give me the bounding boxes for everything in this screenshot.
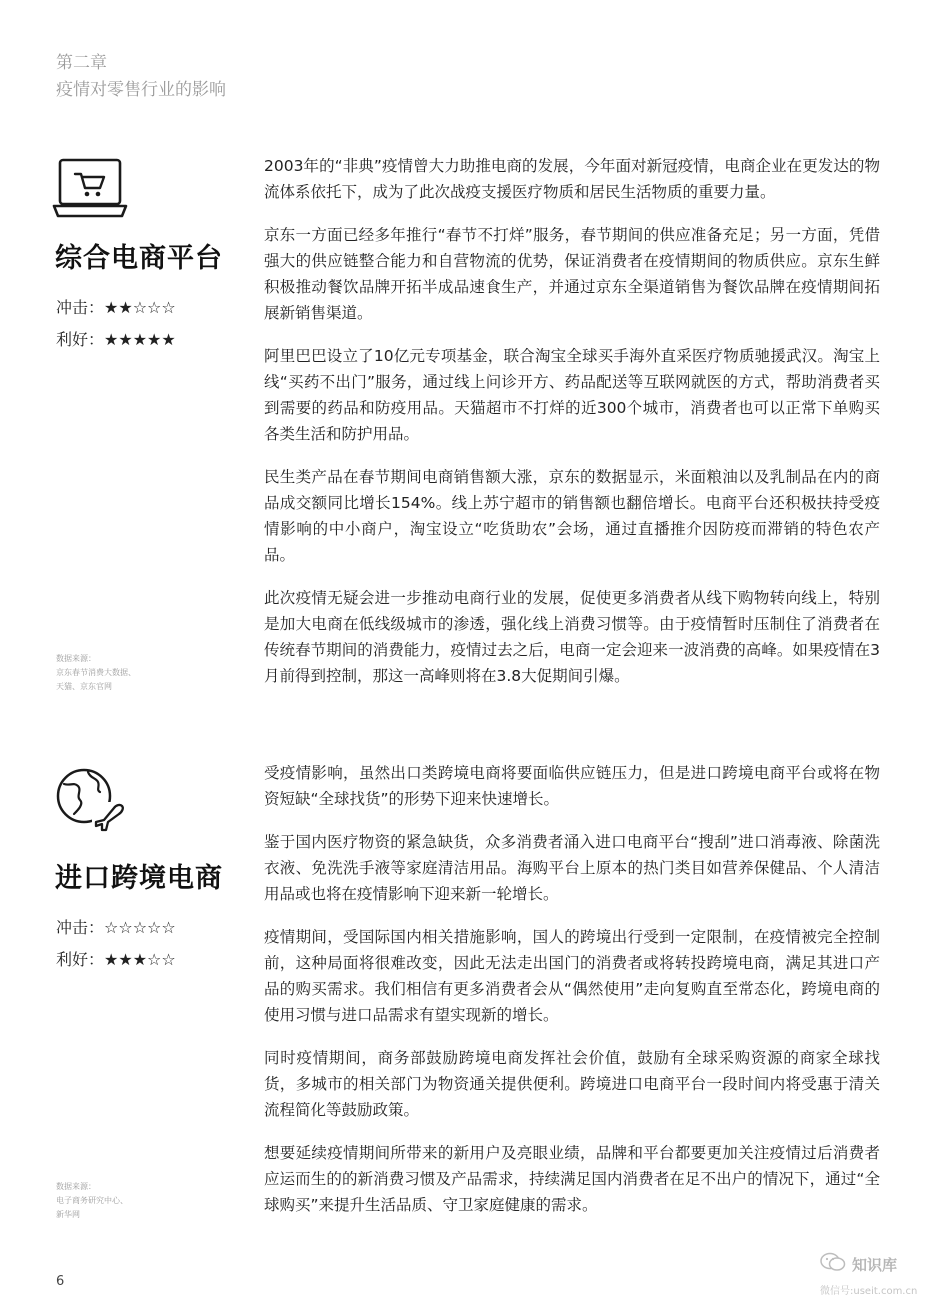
section-title: 综合电商平台: [55, 243, 223, 274]
wechat-icon: [820, 1252, 846, 1276]
globe-plane-icon: [52, 764, 128, 830]
impact-label: 冲击：: [56, 298, 105, 317]
data-source: [56, 1180, 186, 1222]
paragraph: 2003年的“非典”疫情曾大力助推电商的发展，今年面对新冠疫情，电商企业在更发达的物流体系依托下，成为了此次战疫支援医疗物质和居民生活物质的重要力量。: [264, 157, 880, 201]
section-body: [264, 760, 880, 1235]
watermark: [820, 1252, 920, 1297]
chapter-title: 疫情对零售行业的影响: [56, 80, 226, 100]
benefit-rating: [56, 327, 176, 350]
source-line: 数据来源：: [56, 654, 96, 663]
impact-label: 冲击：: [56, 918, 105, 937]
page-number: 6: [56, 1274, 65, 1289]
watermark-subtitle: 微信号:useit.com.cn: [820, 1286, 918, 1297]
benefit-stars: ★★★★★: [104, 330, 176, 349]
section-title: 进口跨境电商: [55, 863, 223, 894]
laptop-cart-icon: [52, 156, 128, 222]
paragraph: 受疫情影响，虽然出口类跨境电商将要面临供应链压力，但是进口跨境电商平台或将在物资短缺“全球找货”的形势下迎来快速增长。: [264, 764, 880, 808]
paragraph: 京东一方面已经多年推行“春节不打烊”服务，春节期间的供应准备充足；另一方面，凭借强大的供应链整合能力和自营物流的优势，保证消费者在疫情期间的物质供应。京东生鲜积极推动餐饮品牌开拓半成品速食生产，并通过京东全渠道销售为餐饮品牌在疫情期间拓展新销售渠道。: [264, 226, 880, 322]
paragraph: 民生类产品在春节期间电商销售额大涨，京东的数据显示，米面粮油以及乳制品在内的商品成交额同比增长154%。线上苏宁超市的销售额也翻倍增长。电商平台还积极扶持受疫情影响的中小商户，淘宝设立“吃货助农”会场，通过直播推介因防疫而滞销的特色农产品。: [264, 468, 880, 564]
source-line: 电子商务研究中心、: [56, 1196, 128, 1205]
paragraph: 想要延续疫情期间所带来的新用户及亮眼业绩，品牌和平台都要更加关注疫情过后消费者应运而生的的新消费习惯及产品需求，持续满足国内消费者在足不出户的情况下，通过“全球购买”来提升生活品质、守卫家庭健康的需求。: [264, 1144, 880, 1214]
benefit-rating: [56, 947, 176, 970]
benefit-label: 利好：: [56, 950, 105, 969]
benefit-label: 利好：: [56, 330, 105, 349]
section-body: [264, 153, 880, 706]
paragraph: 同时疫情期间，商务部鼓励跨境电商发挥社会价值，鼓励有全球采购资源的商家全球找货，多城市的相关部门为物资通关提供便利。跨境进口电商平台一段时间内将受惠于清关流程简化等鼓励政策。: [264, 1049, 880, 1119]
source-line: 天猫、京东官网: [56, 682, 112, 691]
source-line: 新华网: [56, 1210, 80, 1219]
chapter-number: 第二章: [56, 53, 107, 73]
impact-rating: [56, 915, 176, 938]
source-line: 京东春节消费大数据、: [56, 668, 136, 677]
benefit-stars: ★★★☆☆: [104, 950, 176, 969]
source-line: 数据来源：: [56, 1182, 96, 1191]
paragraph: 疫情期间，受国际国内相关措施影响，国人的跨境出行受到一定限制，在疫情被完全控制前，这种局面将很难改变，因此无法走出国门的消费者或将转投跨境电商，满足其进口产品的购买需求。我们相信有更多消费者会从“偶然使用”走向复购直至常态化，跨境电商的使用习惯与进口品需求有望实现新的增长。: [264, 928, 880, 1024]
paragraph: 阿里巴巴设立了10亿元专项基金，联合淘宝全球买手海外直采医疗物质驰援武汉。淘宝上线“买药不出门”服务，通过线上问诊开方、药品配送等互联网就医的方式，帮助消费者买到需要的药品和防疫用品。天猫超市不打烊的近300个城市，消费者也可以正常下单购买各类生活和防护用品。: [264, 347, 880, 443]
chapter-header: [56, 50, 226, 104]
impact-stars: ★★☆☆☆: [104, 298, 176, 317]
watermark-title: 知识库: [852, 1255, 898, 1274]
impact-rating: [56, 295, 176, 318]
data-source: [56, 652, 186, 694]
paragraph: 此次疫情无疑会进一步推动电商行业的发展，促使更多消费者从线下购物转向线上，特别是加大电商在低线级城市的渗透，强化线上消费习惯等。由于疫情暂时压制住了消费者在传统春节期间的消费能力，疫情过去之后，电商一定会迎来一波消费的高峰。如果疫情在3月前得到控制，那这一高峰则将在3.8大促期间引爆。: [264, 589, 880, 685]
impact-stars: ☆☆☆☆☆: [104, 918, 176, 937]
paragraph: 鉴于国内医疗物资的紧急缺货，众多消费者涌入进口电商平台“搜刮”进口消毒液、除菌洗衣液、免洗洗手液等家庭清洁用品。海购平台上原本的热门类目如营养保健品、个人清洁用品或也将在疫情影响下迎来新一轮增长。: [264, 833, 880, 903]
